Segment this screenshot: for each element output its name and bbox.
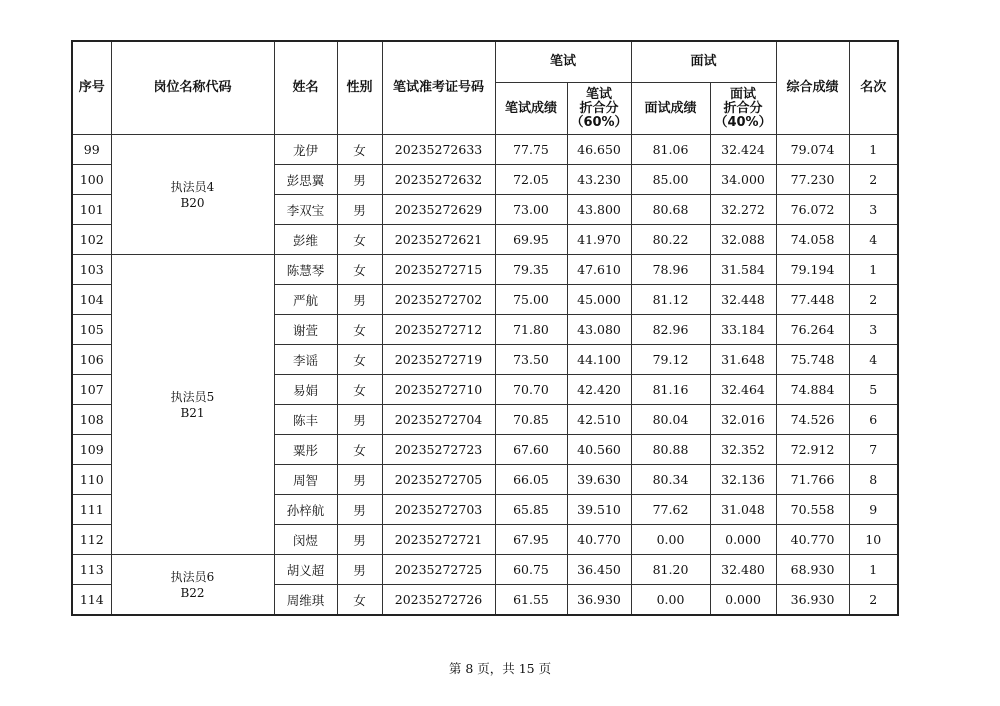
gender-cell: 女 xyxy=(337,375,382,405)
seq-cell: 99 xyxy=(72,135,111,165)
gender-cell: 男 xyxy=(337,405,382,435)
ticket-cell: 20235272712 xyxy=(382,315,495,345)
rank-cell: 1 xyxy=(849,255,898,285)
rank-cell: 6 xyxy=(849,405,898,435)
written-score-cell: 71.80 xyxy=(495,315,567,345)
interview-weighted-cell: 32.136 xyxy=(710,465,776,495)
total-cell: 77.230 xyxy=(776,165,849,195)
table-row xyxy=(72,255,898,285)
written-score-cell: 70.85 xyxy=(495,405,567,435)
interview-weighted-cell: 31.648 xyxy=(710,345,776,375)
interview-weighted-cell: 32.272 xyxy=(710,195,776,225)
name-cell: 胡义超 xyxy=(274,555,337,585)
table-body xyxy=(72,135,898,616)
rank-cell: 1 xyxy=(849,135,898,165)
name-cell: 周智 xyxy=(274,465,337,495)
post-title: 执法员5 xyxy=(170,389,215,404)
total-cell: 76.264 xyxy=(776,315,849,345)
interview-weighted-cell: 32.424 xyxy=(710,135,776,165)
written-weighted-cell: 46.650 xyxy=(567,135,631,165)
rank-cell: 10 xyxy=(849,525,898,555)
written-weighted-cell: 41.970 xyxy=(567,225,631,255)
post-title: 执法员4 xyxy=(170,179,215,194)
header-post: 岗位名称代码 xyxy=(111,41,274,135)
header-written-weighted: 笔试 折合分 （60%） xyxy=(567,83,631,135)
header-total: 综合成绩 xyxy=(776,41,849,135)
total-cell: 36.930 xyxy=(776,585,849,616)
name-cell: 周维琪 xyxy=(274,585,337,616)
rank-cell: 1 xyxy=(849,555,898,585)
interview-weighted-cell: 0.000 xyxy=(710,525,776,555)
table-row xyxy=(72,555,898,585)
interview-score-cell: 81.20 xyxy=(631,555,710,585)
written-score-cell: 73.50 xyxy=(495,345,567,375)
written-weighted-cell: 44.100 xyxy=(567,345,631,375)
ticket-cell: 20235272633 xyxy=(382,135,495,165)
rank-cell: 2 xyxy=(849,285,898,315)
written-score-cell: 72.05 xyxy=(495,165,567,195)
interview-score-cell: 82.96 xyxy=(631,315,710,345)
rank-cell: 9 xyxy=(849,495,898,525)
header-interview: 面试 xyxy=(631,41,776,83)
interview-score-cell: 80.04 xyxy=(631,405,710,435)
name-cell: 粟彤 xyxy=(274,435,337,465)
header-ticket: 笔试准考证号码 xyxy=(382,41,495,135)
ticket-cell: 20235272719 xyxy=(382,345,495,375)
seq-cell: 105 xyxy=(72,315,111,345)
interview-score-cell: 80.88 xyxy=(631,435,710,465)
interview-score-cell: 80.68 xyxy=(631,195,710,225)
written-weighted-cell: 43.080 xyxy=(567,315,631,345)
written-weighted-cell: 43.800 xyxy=(567,195,631,225)
ticket-cell: 20235272726 xyxy=(382,585,495,616)
ticket-cell: 20235272705 xyxy=(382,465,495,495)
total-cell: 74.058 xyxy=(776,225,849,255)
total-cell: 71.766 xyxy=(776,465,849,495)
gender-cell: 男 xyxy=(337,165,382,195)
name-cell: 易娟 xyxy=(274,375,337,405)
rank-cell: 5 xyxy=(849,375,898,405)
total-cell: 72.912 xyxy=(776,435,849,465)
header-written-score: 笔试成绩 xyxy=(495,83,567,135)
interview-score-cell: 77.62 xyxy=(631,495,710,525)
gender-cell: 男 xyxy=(337,195,382,225)
gender-cell: 女 xyxy=(337,435,382,465)
total-cell: 68.930 xyxy=(776,555,849,585)
ticket-cell: 20235272710 xyxy=(382,375,495,405)
interview-weighted-cell: 32.016 xyxy=(710,405,776,435)
ticket-cell: 20235272725 xyxy=(382,555,495,585)
rank-cell: 3 xyxy=(849,195,898,225)
written-score-cell: 79.35 xyxy=(495,255,567,285)
written-weighted-cell: 47.610 xyxy=(567,255,631,285)
interview-score-cell: 81.16 xyxy=(631,375,710,405)
total-cell: 79.074 xyxy=(776,135,849,165)
written-weighted-cell: 42.510 xyxy=(567,405,631,435)
interview-weighted-cell: 32.448 xyxy=(710,285,776,315)
ticket-cell: 20235272721 xyxy=(382,525,495,555)
written-score-cell: 69.95 xyxy=(495,225,567,255)
written-score-cell: 65.85 xyxy=(495,495,567,525)
interview-score-cell: 78.96 xyxy=(631,255,710,285)
rank-cell: 4 xyxy=(849,225,898,255)
rank-cell: 7 xyxy=(849,435,898,465)
post-title: 执法员6 xyxy=(170,569,215,584)
gender-cell: 女 xyxy=(337,255,382,285)
name-cell: 闵煜 xyxy=(274,525,337,555)
post-cell xyxy=(111,555,274,616)
interview-score-cell: 0.00 xyxy=(631,525,710,555)
name-cell: 陈慧琴 xyxy=(274,255,337,285)
seq-cell: 106 xyxy=(72,345,111,375)
written-weighted-cell: 42.420 xyxy=(567,375,631,405)
table-row xyxy=(72,135,898,165)
interview-score-cell: 85.00 xyxy=(631,165,710,195)
post-cell xyxy=(111,135,274,255)
interview-score-cell: 81.12 xyxy=(631,285,710,315)
rank-cell: 2 xyxy=(849,165,898,195)
interview-weighted-cell: 32.352 xyxy=(710,435,776,465)
name-cell: 李谣 xyxy=(274,345,337,375)
name-cell: 彭思翼 xyxy=(274,165,337,195)
gender-cell: 男 xyxy=(337,555,382,585)
total-cell: 74.884 xyxy=(776,375,849,405)
name-cell: 孙梓航 xyxy=(274,495,337,525)
score-table xyxy=(71,40,899,616)
written-weighted-cell: 40.560 xyxy=(567,435,631,465)
seq-cell: 111 xyxy=(72,495,111,525)
written-score-cell: 60.75 xyxy=(495,555,567,585)
gender-cell: 女 xyxy=(337,315,382,345)
seq-cell: 101 xyxy=(72,195,111,225)
rank-cell: 8 xyxy=(849,465,898,495)
gender-cell: 女 xyxy=(337,585,382,616)
seq-cell: 104 xyxy=(72,285,111,315)
ticket-cell: 20235272632 xyxy=(382,165,495,195)
header-gender: 性别 xyxy=(337,41,382,135)
header-interview-weighted: 面试 折合分 （40%） xyxy=(710,83,776,135)
ticket-cell: 20235272702 xyxy=(382,285,495,315)
gender-cell: 女 xyxy=(337,135,382,165)
post-code: B20 xyxy=(180,195,205,210)
ticket-cell: 20235272703 xyxy=(382,495,495,525)
written-score-cell: 67.60 xyxy=(495,435,567,465)
written-score-cell: 66.05 xyxy=(495,465,567,495)
written-score-cell: 75.00 xyxy=(495,285,567,315)
seq-cell: 108 xyxy=(72,405,111,435)
rank-cell: 2 xyxy=(849,585,898,616)
name-cell: 谢萱 xyxy=(274,315,337,345)
seq-cell: 112 xyxy=(72,525,111,555)
seq-cell: 100 xyxy=(72,165,111,195)
post-code: B22 xyxy=(180,585,205,600)
interview-weighted-cell: 0.000 xyxy=(710,585,776,616)
interview-score-cell: 81.06 xyxy=(631,135,710,165)
ticket-cell: 20235272629 xyxy=(382,195,495,225)
rank-cell: 3 xyxy=(849,315,898,345)
written-score-cell: 77.75 xyxy=(495,135,567,165)
seq-cell: 107 xyxy=(72,375,111,405)
total-cell: 79.194 xyxy=(776,255,849,285)
name-cell: 彭维 xyxy=(274,225,337,255)
interview-weighted-cell: 32.464 xyxy=(710,375,776,405)
name-cell: 李双宝 xyxy=(274,195,337,225)
header-written: 笔试 xyxy=(495,41,631,83)
seq-cell: 103 xyxy=(72,255,111,285)
written-weighted-cell: 43.230 xyxy=(567,165,631,195)
written-weighted-cell: 36.450 xyxy=(567,555,631,585)
rank-cell: 4 xyxy=(849,345,898,375)
header-name: 姓名 xyxy=(274,41,337,135)
post-code: B21 xyxy=(180,405,205,420)
interview-weighted-cell: 31.584 xyxy=(710,255,776,285)
interview-weighted-cell: 34.000 xyxy=(710,165,776,195)
written-score-cell: 73.00 xyxy=(495,195,567,225)
interview-weighted-cell: 32.480 xyxy=(710,555,776,585)
total-cell: 40.770 xyxy=(776,525,849,555)
total-cell: 77.448 xyxy=(776,285,849,315)
interview-score-cell: 80.34 xyxy=(631,465,710,495)
name-cell: 严航 xyxy=(274,285,337,315)
written-weighted-cell: 40.770 xyxy=(567,525,631,555)
gender-cell: 男 xyxy=(337,285,382,315)
written-weighted-cell: 45.000 xyxy=(567,285,631,315)
total-cell: 70.558 xyxy=(776,495,849,525)
name-cell: 陈丰 xyxy=(274,405,337,435)
total-cell: 75.748 xyxy=(776,345,849,375)
interview-score-cell: 0.00 xyxy=(631,585,710,616)
page-footer: 第 8 页，共 15 页 xyxy=(448,661,552,676)
seq-cell: 114 xyxy=(72,585,111,616)
header-rank: 名次 xyxy=(849,41,898,135)
name-cell: 龙伊 xyxy=(274,135,337,165)
post-cell xyxy=(111,255,274,555)
gender-cell: 男 xyxy=(337,465,382,495)
interview-weighted-cell: 32.088 xyxy=(710,225,776,255)
seq-cell: 102 xyxy=(72,225,111,255)
gender-cell: 女 xyxy=(337,345,382,375)
interview-weighted-cell: 31.048 xyxy=(710,495,776,525)
ticket-cell: 20235272715 xyxy=(382,255,495,285)
written-score-cell: 61.55 xyxy=(495,585,567,616)
ticket-cell: 20235272704 xyxy=(382,405,495,435)
gender-cell: 男 xyxy=(337,525,382,555)
ticket-cell: 20235272621 xyxy=(382,225,495,255)
interview-score-cell: 80.22 xyxy=(631,225,710,255)
total-cell: 74.526 xyxy=(776,405,849,435)
written-weighted-cell: 39.510 xyxy=(567,495,631,525)
gender-cell: 男 xyxy=(337,495,382,525)
ticket-cell: 20235272723 xyxy=(382,435,495,465)
seq-cell: 110 xyxy=(72,465,111,495)
written-score-cell: 70.70 xyxy=(495,375,567,405)
interview-score-cell: 79.12 xyxy=(631,345,710,375)
written-weighted-cell: 39.630 xyxy=(567,465,631,495)
header-seq: 序号 xyxy=(72,41,111,135)
header-interview-score: 面试成绩 xyxy=(631,83,710,135)
gender-cell: 女 xyxy=(337,225,382,255)
written-score-cell: 67.95 xyxy=(495,525,567,555)
seq-cell: 109 xyxy=(72,435,111,465)
seq-cell: 113 xyxy=(72,555,111,585)
total-cell: 76.072 xyxy=(776,195,849,225)
interview-weighted-cell: 33.184 xyxy=(710,315,776,345)
written-weighted-cell: 36.930 xyxy=(567,585,631,616)
